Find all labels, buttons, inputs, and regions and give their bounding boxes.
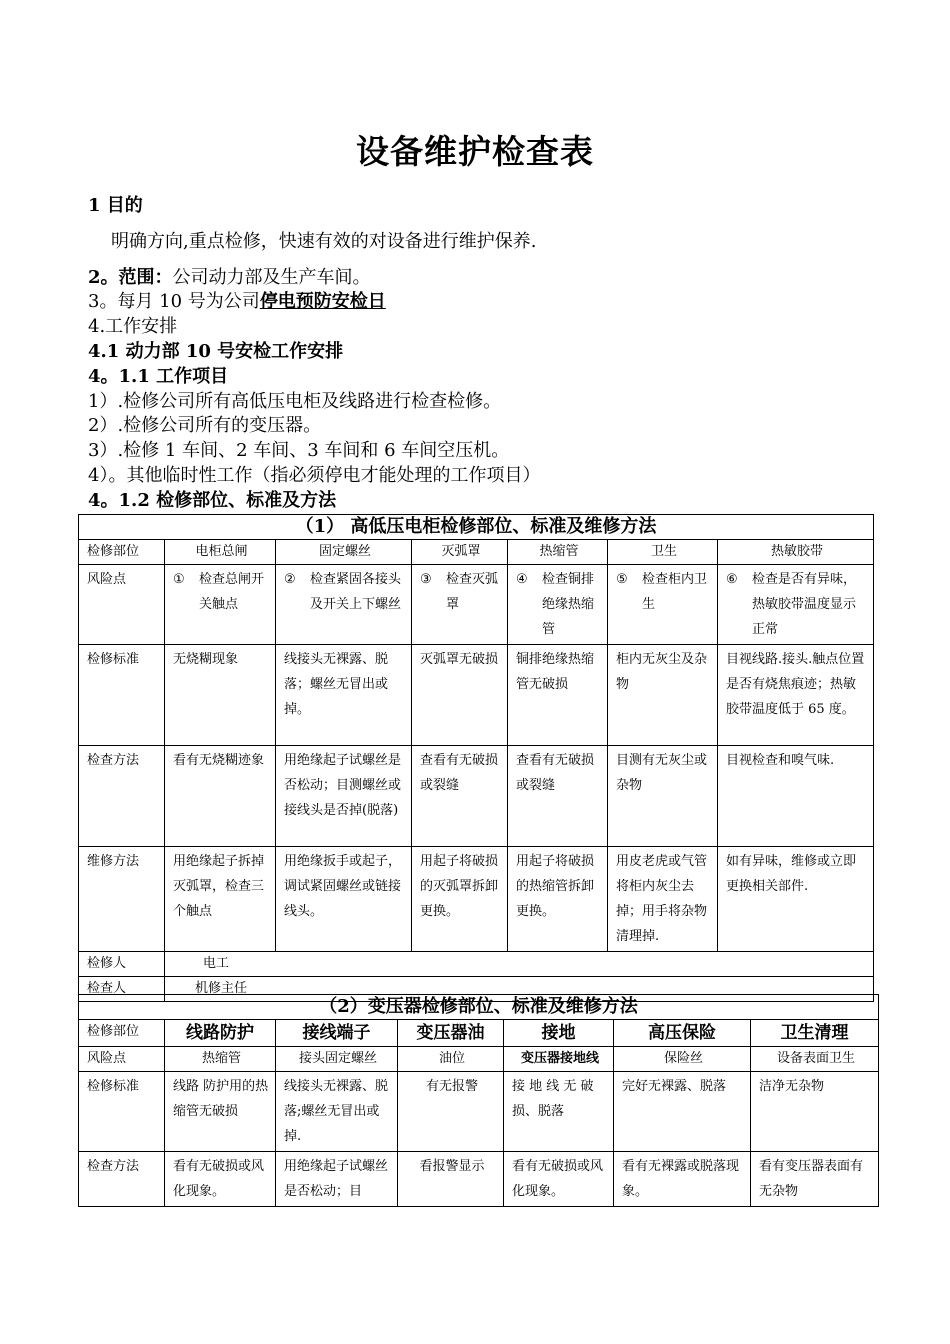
check-cell: 查看有无破损或裂缝 [412,746,508,847]
section-1-heading: 1 目的 [88,195,143,216]
check-cell: 看有无破损或风化现象。 [165,1152,276,1207]
column-header: 卫生清理 [751,1020,879,1047]
repair-cell: 用绝缘扳手或起子，调试紧固螺丝或链接线头。 [276,847,412,952]
risk-text: 检查铜排绝缘热缩管 [542,572,595,637]
standard-cell: 铜排绝缘热缩管无破损 [508,645,608,746]
standard-cell: 洁净无杂物 [751,1072,879,1152]
page-title: 设备维护检查表 [356,132,594,171]
work-item: 4）。其他临时性工作（指必须停电才能处理的工作项目） [88,465,541,486]
column-header: 热敏胶带 [718,540,874,565]
risk-text: 检查紧固各接头及开关上下螺丝 [310,572,402,612]
header-label: 检修部位 [79,1020,165,1047]
column-header: 灭弧罩 [412,540,508,565]
column-header: 电柜总闸 [165,540,276,565]
repair-cell: 用绝缘起子拆掉灭弧罩，检查三个触点 [165,847,276,952]
risk-cell: 设备表面卫生 [751,1047,879,1072]
section-2-text: 公司动力部及生产车间。 [172,267,371,288]
row-label-check: 检查方法 [79,1152,165,1207]
section-1-text: 明确方向,重点检修，快速有效的对设备进行维护保养. [111,231,537,252]
cabinet-inspection-table [78,514,874,1002]
check-cell: 用绝缘起子试螺丝是否松动；目 [276,1152,398,1207]
section-2 [88,266,371,290]
check-cell: 看有变压器表面有无杂物 [751,1152,879,1207]
risk-number: ⑤ [616,572,628,587]
repair-cell: 用起子将破损的灭弧罩拆卸更换。 [412,847,508,952]
risk-cell [276,565,412,645]
risk-cell [412,565,508,645]
section-3-prefix: 3。每月 10 号为公司 [88,291,260,312]
repair-cell: 如有异味，维修或立即更换相关部件. [718,847,874,952]
work-item: 2）.检修公司所有的变压器。 [88,415,322,436]
column-header: 接地 [504,1020,614,1047]
standard-cell: 柜内无灰尘及杂物 [608,645,718,746]
risk-number: ⑥ [726,572,738,587]
risk-text: 检查是否有异味，热敏胶带温度显示正常 [752,572,857,637]
column-header: 变压器油 [398,1020,504,1047]
risk-cell: 变压器接地线 [504,1047,614,1072]
risk-text: 检查总闸开关触点 [199,572,265,612]
check-cell: 用绝缘起子试螺丝是否松动；目测螺丝或接线头是否掉(脱落) [276,746,412,847]
standard-cell: 目视线路.接头.触点位置是否有烧焦痕迹；热敏胶带温度低于 65 度。 [718,645,874,746]
risk-text: 检查灭弧罩 [446,572,499,612]
check-cell: 查看有无破损或裂缝 [508,746,608,847]
standard-cell: 线接头无裸露、脱落;螺丝无冒出或掉. [276,1072,398,1152]
row-label-risk: 风险点 [79,565,165,645]
check-cell: 看有无裸露或脱落现象。 [614,1152,751,1207]
risk-cell: 油位 [398,1047,504,1072]
column-header: 线路防护 [165,1020,276,1047]
row-label-standard: 检修标准 [79,1072,165,1152]
check-cell: 目视检查和嗅气味. [718,746,874,847]
risk-cell [165,565,276,645]
repairer-value: 电工 [165,952,874,977]
standard-cell: 线路 防护用的热缩管无破损 [165,1072,276,1152]
risk-text: 检查柜内卫生 [642,572,708,612]
work-item: 3）.检修 1 车间、2 车间、3 车间和 6 车间空压机。 [88,440,510,461]
standard-cell: 无烧糊现象 [165,645,276,746]
section-4-1-2: 4。1.2 检修部位、标准及方法 [88,490,337,511]
risk-cell [718,565,874,645]
section-4-1: 4.1 动力部 10 号安检工作安排 [88,341,344,362]
table-2-title: （2）变压器检修部位、标准及维修方法 [79,995,879,1020]
column-header: 接线端子 [276,1020,398,1047]
row-label-repair: 维修方法 [79,847,165,952]
risk-cell [608,565,718,645]
header-label: 检修部位 [79,540,165,565]
row-label-risk: 风险点 [79,1047,165,1072]
check-cell: 看有无烧糊迹象 [165,746,276,847]
check-cell: 看有无破损或风化现象。 [504,1152,614,1207]
repair-cell: 用皮老虎或气管将柜内灰尘去掉；用手将杂物清理掉. [608,847,718,952]
risk-cell: 热缩管 [165,1047,276,1072]
standard-cell: 完好无裸露、脱落 [614,1072,751,1152]
inspector-value: 机修主任 [165,977,874,1002]
standard-cell: 灭弧罩无破损 [412,645,508,746]
work-item: 1）.检修公司所有高低压电柜及线路进行检查检修。 [88,391,502,412]
standard-cell: 接 地 线 无 破损、脱落 [504,1072,614,1152]
row-label-check: 检查方法 [79,746,165,847]
column-header: 固定螺丝 [276,540,412,565]
risk-number: ② [284,572,296,587]
risk-cell: 保险丝 [614,1047,751,1072]
check-cell: 目测有无灰尘或杂物 [608,746,718,847]
repair-cell: 用起子将破损的热缩管拆卸更换。 [508,847,608,952]
section-3 [88,290,386,314]
section-4: 4.工作安排 [88,316,178,337]
risk-number: ③ [420,572,432,587]
row-label-standard: 检修标准 [79,645,165,746]
risk-number: ① [173,572,185,587]
section-4-1-1: 4。1.1 工作项目 [88,366,229,387]
section-3-emphasis: 停电预防安检日 [259,291,386,312]
table-1-title: （1） 高低压电柜检修部位、标准及维修方法 [79,515,874,540]
standard-cell: 线接头无裸露、脱落；螺丝无冒出或掉。 [276,645,412,746]
row-label-inspector: 检查人 [79,977,165,1002]
transformer-inspection-table [78,994,879,1207]
column-header: 热缩管 [508,540,608,565]
section-2-label: 2。范围： [88,267,173,288]
check-cell: 看报警显示 [398,1152,504,1207]
column-header: 卫生 [608,540,718,565]
risk-cell [508,565,608,645]
risk-number: ④ [516,572,528,587]
column-header: 高压保险 [614,1020,751,1047]
risk-cell: 接头固定螺丝 [276,1047,398,1072]
standard-cell: 有无报警 [398,1072,504,1152]
row-label-repairer: 检修人 [79,952,165,977]
